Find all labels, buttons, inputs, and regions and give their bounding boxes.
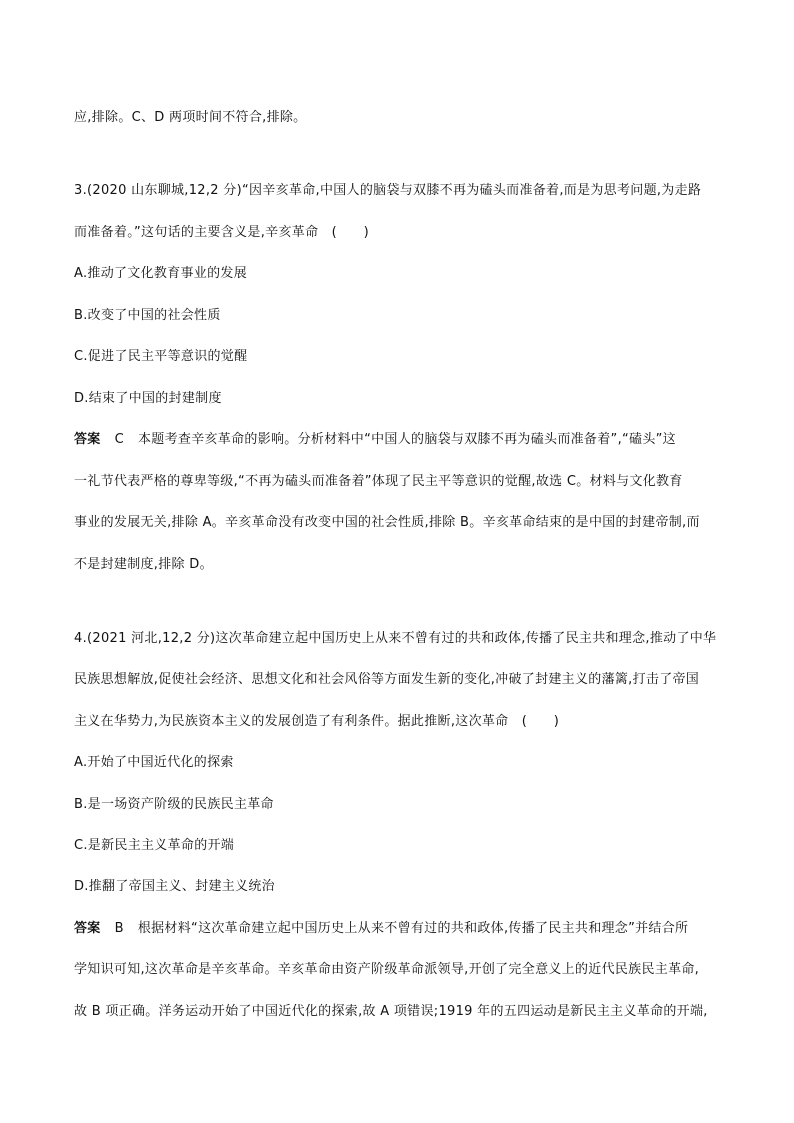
q3-stem-line-1: 3.(2020 山东聊城,12,2 分)“因辛亥革命,中国人的脑袋与双膝不再为磕头而准备着,而是为思考问题,为走路: [74, 183, 702, 198]
q4-explanation-1: 根据材料“这次革命建立起中国历史上从来不曾有过的共和政体,传播了民主共和理念”并结合所: [137, 921, 689, 936]
q4-option-c: C.是新民主主义革命的开端: [74, 838, 235, 853]
q3-option-c: C.促进了民主平等意识的觉醒: [74, 349, 248, 364]
q3-explanation-3: 事业的发展无关,排除 A。辛亥革命没有改变中国的社会性质,排除 B。辛亥革命结束的是中国的封建帝制,而: [74, 515, 700, 530]
q3-option-b: B.改变了中国的社会性质: [74, 308, 221, 323]
q4-answer-letter: B: [114, 921, 124, 936]
q4-stem-line-1: 4.(2021 河北,12,2 分)这次革命建立起中国历史上从来不曾有过的共和政体,传播了民主共和理念,推动了中华: [74, 631, 717, 646]
q4-option-b: B.是一场资产阶级的民族民主革命: [74, 797, 274, 812]
q4-stem-line-2: 民族思想解放,促使社会经济、思想文化和社会风俗等方面发生新的变化,冲破了封建主义的藩篱,打击了帝国: [74, 672, 700, 687]
q3-explanation-1: 本题考查辛亥革命的影响。分析材料中“中国人的脑袋与双膝不再为磕头而准备着”,“磕头”这: [138, 432, 676, 447]
q3-stem-line-2: 而准备着。”这句话的主要含义是,辛亥革命 ( ): [74, 225, 370, 240]
q3-option-a: A.推动了文化教育事业的发展: [74, 266, 247, 281]
q4-answer-label: 答案: [74, 921, 101, 936]
q4-stem-line-3: 主义在华势力,为民族资本主义的发展创造了有利条件。据此推断,这次革命 ( ): [74, 714, 560, 729]
q3-answer-letter: C: [114, 432, 124, 447]
q3-explanation-4: 不是封建制度,排除 D。: [74, 557, 213, 572]
q3-option-d: D.结束了中国的封建制度: [74, 391, 222, 406]
q4-explanation-3: 故 B 项正确。洋务运动开始了中国近代化的探索,故 A 项错误;1919 年的五四运动是新民主主义革命的开端,: [74, 1004, 708, 1019]
q3-answer-line-1: [74, 430, 676, 450]
q4-explanation-2: 学知识可知,这次革命是辛亥革命。辛亥革命由资产阶级革命派领导,开创了完全意义上的近代民族民主革命,: [74, 962, 700, 977]
q4-option-d: D.推翻了帝国主义、封建主义统治: [74, 879, 275, 894]
q3-answer-label: 答案: [74, 432, 101, 447]
q4-option-a: A.开始了中国近代化的探索: [74, 755, 234, 770]
q3-explanation-2: 一礼节代表严格的尊卑等级,“不再为磕头而准备着”体现了民主平等意识的觉醒,故选 C。材料与文化教育: [74, 474, 683, 489]
continuation-text: 应,排除。C、D 两项时间不符合,排除。: [74, 110, 307, 125]
q4-answer-line-1: [74, 919, 688, 939]
